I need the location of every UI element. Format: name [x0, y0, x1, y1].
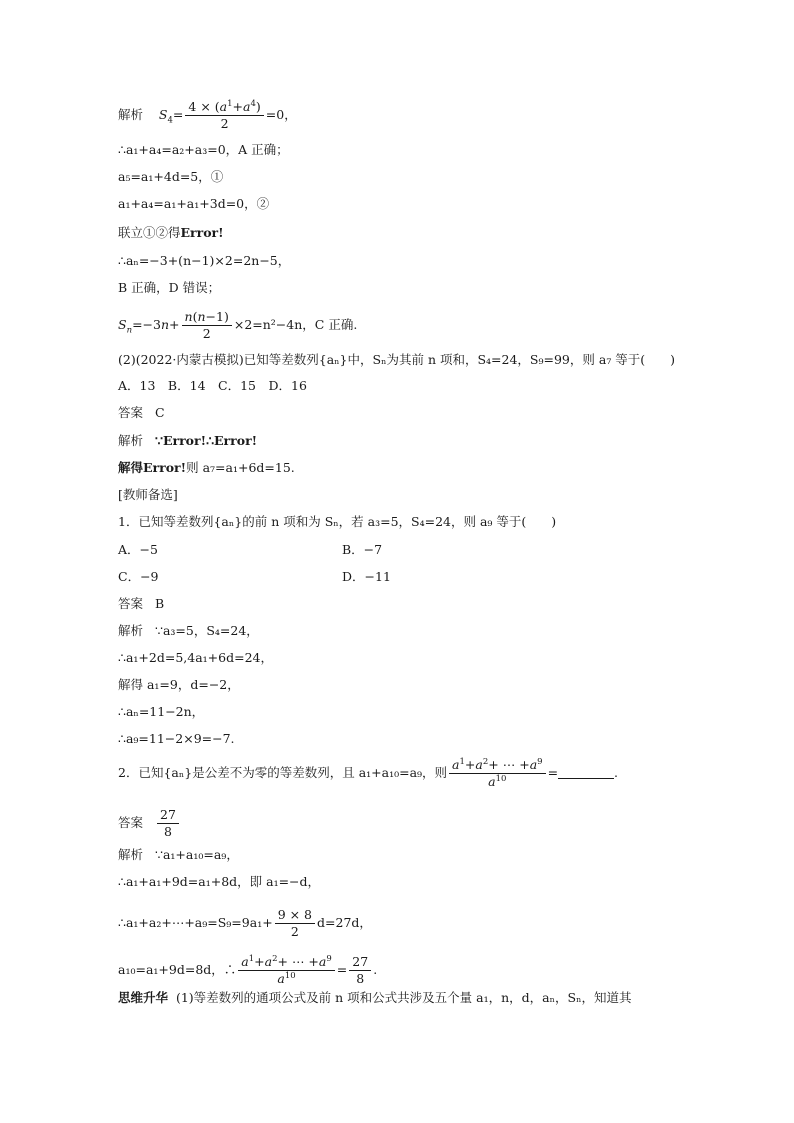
t1-option-a: A．−5 [118, 542, 158, 557]
t1-stem: 1．已知等差数列{aₙ}的前 n 项和为 Sₙ，若 a₃=5，S₄=24，则 a₉ 等于( ) [118, 514, 557, 529]
t1-jiexi-5: ∴a₉=11−2×9=−7. [118, 731, 235, 746]
part1-line3: a₅=a₁+4d=5，① [118, 169, 224, 184]
fraction: $\frac{n(n-1)}{2}$ [182, 310, 232, 341]
fraction: $\frac{a^1+a^2+ \cdots +a^9}{a^{10}}$ [238, 955, 335, 986]
fraction: $\frac{4 \times (a^1+a^4)}{2}$ [185, 100, 263, 131]
q2-solve: 解得Error!则 a₇=a₁+6d=15. [118, 460, 295, 475]
part1-line8: $S_n=-3n+$ $\frac{n(n-1)}{2}$ ×2=n²−4n，C 正确. [118, 309, 358, 341]
t2-jiexi-1: 解析 ∵a₁+a₁₀=a₉， [118, 847, 239, 862]
t2-answer: 答案 $\frac{27}{8}$ [118, 808, 181, 839]
summary-line: 思维升华 (1)等差数列的通项公式及前 n 项和公式共涉及五个量 a₁，n，d，aₙ，Sₙ，知道其 [118, 990, 632, 1005]
summary-label: 思维升华 [118, 990, 169, 1005]
t1-option-d: D．−11 [342, 569, 391, 584]
t2-jiexi-4: a₁₀=a₁+9d=8d，∴ $\frac{a^1+a^2+ \cdots +a^9}{a^{10}}$ = $\frac{27}{8}$ . [118, 953, 378, 986]
part1-line7: B 正确，D 错误； [118, 280, 221, 295]
t2-jiexi-3: ∴a₁+a₂+⋯+a₉=S₉=9a₁+ $\frac{9 \times 8}{2}$ d=27d， [118, 907, 372, 939]
t2-stem: 2．已知{aₙ}是公差不为零的等差数列，且 a₁+a₁₀=a₉，则 $\frac{a^1+a^2+ \cdots +a^9}{a^{10}}$ = . [118, 756, 619, 789]
t1-option-b: B．−7 [342, 542, 383, 557]
part1-line2: ∴a₁+a₄=a₂+a₃=0，A 正确； [118, 142, 289, 157]
answer-blank [558, 778, 614, 779]
fraction: $\frac{a^1+a^2+ \cdots +a^9}{a^{10}}$ [449, 758, 546, 789]
t1-answer: 答案 B [118, 596, 165, 611]
q2-stem: (2)(2022·内蒙古模拟)已知等差数列{aₙ}中，Sₙ为其前 n 项和，S₄=24，S₉=99，则 a₇ 等于( ) [118, 352, 676, 367]
q2-options: A．13 B．14 C．15 D．16 [118, 378, 307, 393]
t1-option-c: C．−9 [118, 569, 159, 584]
t2-jiexi-2: ∴a₁+a₁+9d=a₁+8d，即 a₁=−d， [118, 874, 321, 889]
part1-line4: a₁+a₄=a₁+a₁+3d=0，② [118, 196, 270, 211]
t1-jiexi-1: 解析 ∵a₃=5，S₄=24， [118, 623, 259, 638]
error-text: Error! [180, 225, 224, 240]
jiexi-label: 解析 [118, 107, 144, 122]
t1-jiexi-4: ∴aₙ=11−2n， [118, 704, 205, 719]
fraction: $\frac{9 \times 8}{2}$ [275, 908, 315, 939]
part1-line1: 解析 $S_4=$ $\frac{4 \times (a^1+a^4)}{2}$ =0， [118, 98, 297, 131]
t1-jiexi-2: ∴a₁+2d=5,4a₁+6d=24， [118, 650, 273, 665]
fraction: $\frac{27}{8}$ [349, 955, 371, 986]
part1-line5: 联立①②得Error! [118, 225, 224, 240]
t1-jiexi-3: 解得 a₁=9，d=−2， [118, 677, 240, 692]
part1-line6: ∴aₙ=−3+(n−1)×2=2n−5， [118, 253, 291, 268]
answer-fraction: $\frac{27}{8}$ [157, 808, 179, 839]
q2-jiexi: 解析 ∵Error!∴Error! [118, 433, 258, 448]
q2-answer: 答案 C [118, 405, 165, 420]
teacher-header: [教师备选] [118, 487, 178, 502]
